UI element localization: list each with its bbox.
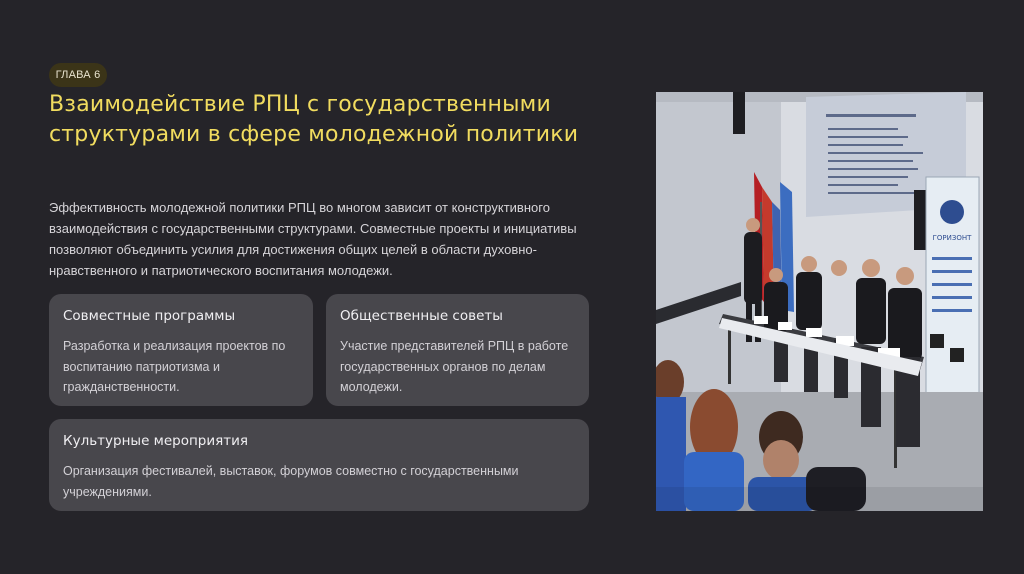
card-text: Организация фестивалей, выставок, форумов совместно с государственными учреждениями. (63, 464, 519, 499)
card-title: Совместные программы (63, 308, 236, 324)
card-public-councils (326, 294, 589, 406)
conference-photo (656, 92, 983, 511)
card-text: Разработка и реализация проектов по воспитанию патриотизма и гражданственности. (63, 339, 286, 394)
card-title: Общественные советы (340, 308, 503, 324)
card-joint-programs (49, 294, 313, 406)
banner-text: ГОРИЗОНТ (932, 234, 972, 242)
card-title: Культурные мероприятия (63, 433, 249, 449)
card-cultural-events (49, 419, 589, 511)
intro-paragraph: Эффективность молодежной политики РПЦ во многом зависит от конструктивного взаимодействия с государственными структурами. Совместные проекты и инициативы позволяют объединить усилия для достижения общих целей в области духовно-нравственного и патриотического воспитания молодежи. (49, 200, 577, 278)
card-text: Участие представителей РПЦ в работе государственных органов по делам молодежи. (340, 339, 569, 394)
page-title: Взаимодействие РПЦ с государственными структурами в сфере молодежной политики (49, 92, 579, 147)
chapter-badge: ГЛАВА 6 (49, 63, 107, 87)
conference-photo-illustration (656, 92, 983, 511)
